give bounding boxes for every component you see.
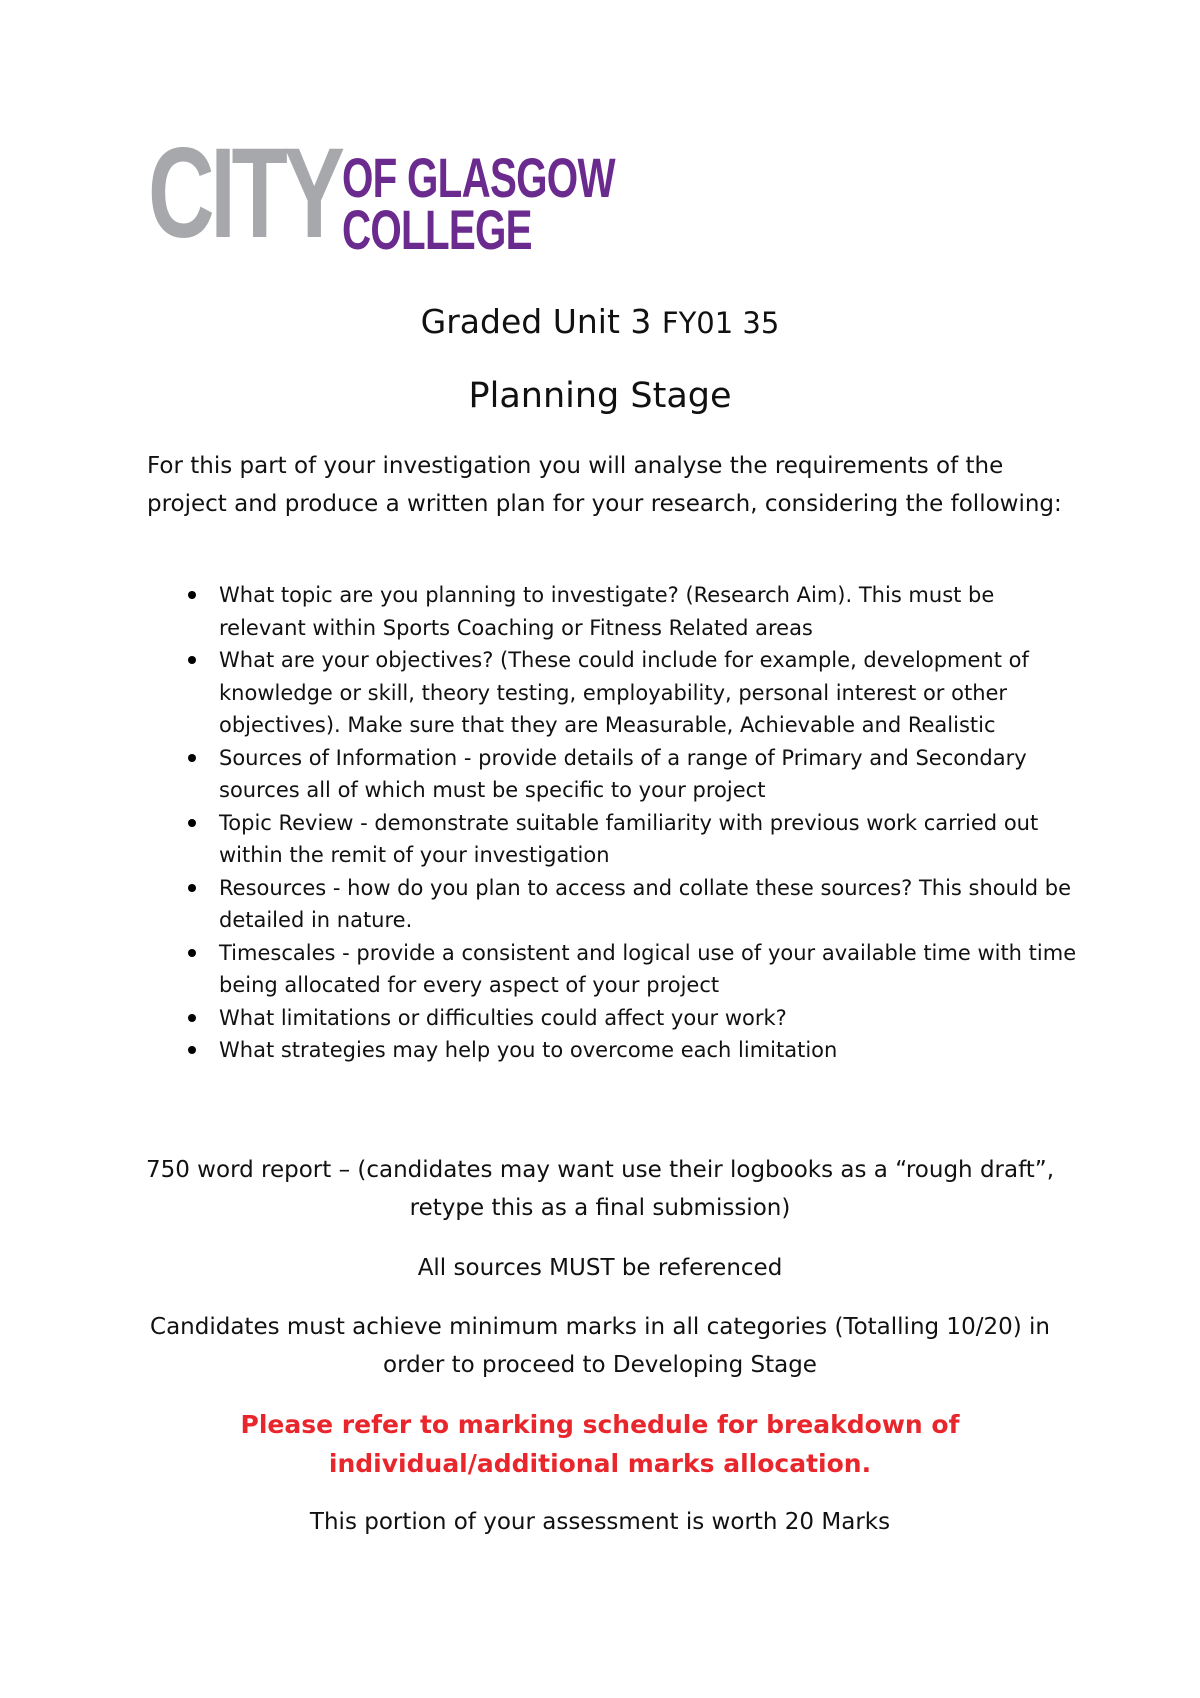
bullet-icon	[188, 1046, 196, 1054]
unit-code: FY01 35	[661, 306, 780, 340]
bullet-icon	[188, 884, 196, 892]
list-item-text: What are your objectives? (These could include for example, development of knowledge or skill, theory testing, employability, personal interest or other objectives). Make sure that they are Measurable, Achievable and Realistic	[219, 648, 1029, 737]
list-item-text: What strategies may help you to overcome each limitation	[219, 1038, 838, 1062]
list-item-text: Sources of Information - provide details of a range of Primary and Secondary sources all of which must be specific to your project	[219, 745, 1027, 802]
bullet-icon	[188, 949, 196, 957]
bullet-icon	[188, 754, 196, 762]
list-item	[147, 742, 1077, 807]
logo-college-name	[342, 146, 721, 261]
list-item	[147, 1034, 1077, 1067]
bullet-icon	[188, 819, 196, 827]
requirements-list	[147, 579, 1077, 1067]
list-item	[147, 807, 1077, 872]
intro-paragraph: For this part of your investigation you will analyse the requirements of the project and produce a written plan for your research, considering the following:	[147, 453, 1062, 517]
word-count-note: 750 word report – (candidates may want use their logbooks as a “rough draft”, retype this as a final submission)	[145, 1157, 1055, 1221]
logo-line-2: COLLEGE	[342, 198, 532, 261]
marks-worth-note: This portion of your assessment is worth 20 Marks	[309, 1509, 891, 1535]
minimum-marks-note: Candidates must achieve minimum marks in all categories (Totalling 10/20) in order to proceed to Developing Stage	[150, 1314, 1050, 1378]
list-item-text: What limitations or difficulties could affect your work?	[219, 1005, 787, 1030]
logo-city-text: CITY	[148, 122, 341, 265]
marking-schedule-note: Please refer to marking schedule for breakdown of individual/additional marks allocation.	[240, 1410, 960, 1478]
document-subtitle: Planning Stage	[468, 376, 732, 416]
bullet-icon	[188, 591, 196, 599]
list-item-text: Topic Review - demonstrate suitable familiarity with previous work carried out within the remit of your investigation	[219, 810, 1039, 867]
bullet-icon	[188, 1014, 196, 1022]
logo-line-1: OF GLASGOW	[342, 146, 615, 209]
referencing-note: All sources MUST be referenced	[417, 1255, 783, 1281]
list-item	[147, 937, 1077, 1002]
list-item	[147, 644, 1077, 742]
document-title	[120, 300, 1080, 345]
college-logo	[148, 122, 615, 265]
list-item	[147, 872, 1077, 937]
list-item	[147, 1002, 1077, 1035]
list-item-text: Resources - how do you plan to access and collate these sources? This should be detailed in nature.	[219, 875, 1072, 932]
bullet-icon	[188, 656, 196, 664]
list-item	[147, 579, 1077, 644]
title-text: Graded Unit 3	[420, 302, 652, 341]
list-item-text: What topic are you planning to investigate? (Research Aim). This must be relevant within Sports Coaching or Fitness Related areas	[219, 583, 995, 640]
list-item-text: Timescales - provide a consistent and logical use of your available time with time being allocated for every aspect of your project	[219, 940, 1077, 997]
